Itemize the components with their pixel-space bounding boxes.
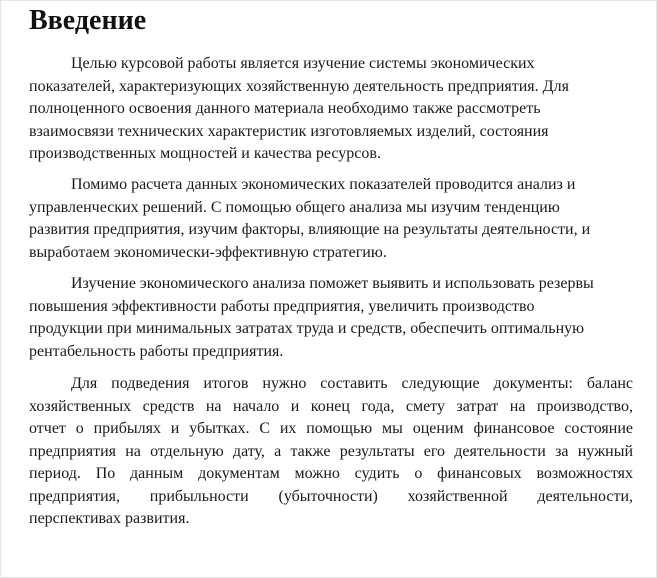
paragraph-line: развития предприятия, изучим факторы, влияющие на результаты деятельности, и (29, 221, 591, 238)
paragraph-line: выработаем экономически-эффективную стратегию. (29, 243, 387, 261)
paragraph-line: рентабельность работы предприятия. (29, 342, 284, 360)
paragraph-1 (29, 53, 569, 166)
paragraph-4 (29, 373, 633, 531)
paragraph-line: перспективах развития. (29, 510, 190, 527)
paragraph-3 (29, 273, 594, 363)
paragraph-line: продукции при минимальных затратах труда и средств, обеспечить оптимальную (29, 320, 585, 337)
paragraph-line: Целью курсовой работы является изучение системы экономических (71, 55, 535, 72)
paragraph-line: предприятия, прибыльности (убыточности) хозяйственной деятельности, (29, 487, 633, 505)
paragraph-line: отчет о прибылях и убытках. С их помощью мы оценим финансовое состояние (29, 420, 633, 437)
paragraph-line: управленческих решений. С помощью общего анализа мы изучим тенденцию (29, 198, 560, 216)
paragraph-line: повышения эффективности работы предприятия, увеличить производство (29, 297, 535, 315)
paragraph-2 (29, 174, 590, 264)
paragraph-line: Помимо расчета данных экономических показателей проводится анализ и (71, 176, 576, 193)
paragraph-line: взаимосвязи технических характеристик изготовляемых изделий, состояния (29, 122, 549, 140)
paragraph-line: Для подведения итогов нужно составить следующие документы: баланс (71, 375, 633, 392)
paragraph-line: показателей, характеризующих хозяйственную деятельность предприятия. Для (29, 77, 569, 95)
paragraph-line: полноценного освоения данного материала необходимо также рассмотреть (29, 100, 541, 117)
paragraph-line: период. По данным документам можно судить о финансовых возможностях (29, 465, 633, 482)
page-title: Введение (29, 5, 147, 36)
paragraph-line: предприятия на отдельную дату, а также результаты его деятельности за нужный (29, 442, 633, 460)
paragraph-line: производственных мощностей и качества ресурсов. (29, 145, 381, 162)
paragraph-line: хозяйственных средств на начало и конец года, смету затрат на производство, (29, 397, 633, 415)
paragraph-line: Изучение экономического анализа поможет выявить и использовать резервы (71, 275, 594, 292)
